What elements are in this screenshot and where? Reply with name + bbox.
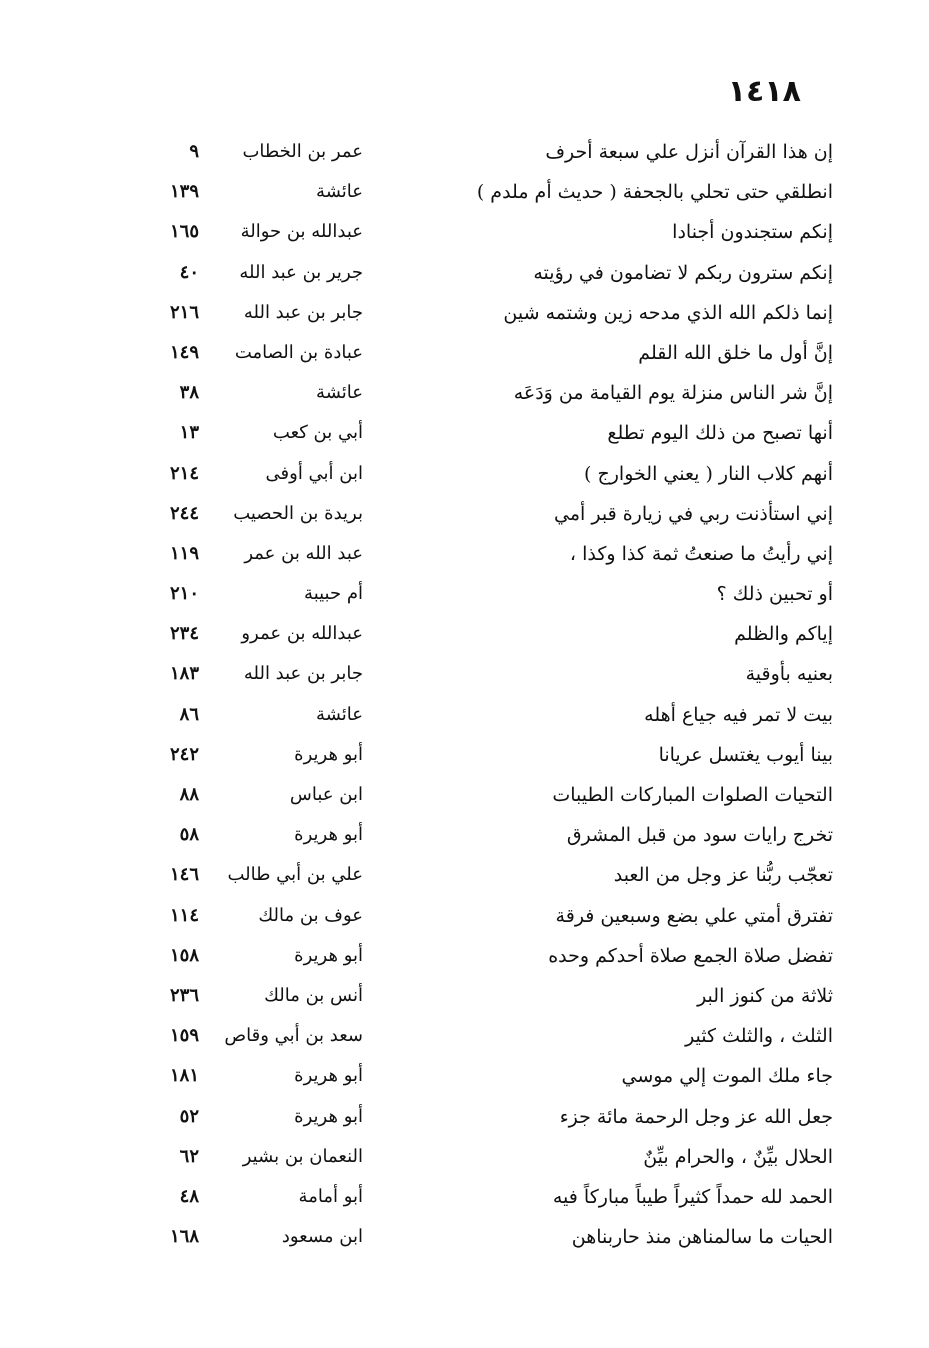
- index-entry: [0, 539, 929, 579]
- page-reference: ٢٣٦: [169, 984, 199, 1006]
- index-entry: [0, 1102, 929, 1142]
- hadith-text: بعنيه بأوقية: [745, 663, 833, 686]
- hadith-text: ثلاثة من كنوز البر: [697, 984, 833, 1007]
- index-entry: [0, 298, 929, 338]
- hadith-text: إياكم والظلم: [734, 623, 833, 646]
- page-reference: ١٤٦: [169, 864, 199, 886]
- hadith-text: بينا أيوب يغتسل عريانا: [658, 743, 833, 766]
- page-reference: ٢١٦: [169, 301, 199, 323]
- hadith-text: إنَّ شر الناس منزلة يوم القيامة من وَدَعَه: [513, 382, 833, 405]
- index-entry: [0, 579, 929, 619]
- hadith-text: الحيات ما سالمناهن منذ حاربناهن: [571, 1226, 833, 1249]
- index-entry: [0, 860, 929, 900]
- page-reference: ١٣٩: [169, 181, 199, 203]
- hadith-text: انطلقي حتى تحلي بالجحفة ( حديث أم ملدم ): [476, 181, 833, 204]
- hadith-text: أنها تصبح من ذلك اليوم تطلع: [607, 422, 833, 445]
- page-reference: ١٨٣: [169, 663, 199, 685]
- index-entry: [0, 981, 929, 1021]
- narrator-name: عائشة: [316, 181, 363, 203]
- index-entry: [0, 740, 929, 780]
- page-reference: ١١٤: [169, 904, 199, 926]
- narrator-name: أبو هريرة: [294, 944, 363, 966]
- narrator-name: أبي بن كعب: [272, 422, 363, 444]
- page-reference: ٢٤٤: [169, 502, 199, 524]
- narrator-name: أبو أمامة: [298, 1185, 363, 1207]
- hadith-text: أنهم كلاب النار ( يعني الخوارج ): [584, 462, 833, 485]
- page-reference: ٩: [189, 141, 199, 162]
- narrator-name: عائشة: [316, 382, 363, 404]
- narrator-name: بريدة بن الحصيب: [233, 502, 363, 524]
- page-reference: ٢١٤: [169, 462, 199, 484]
- hadith-text: أو تحبين ذلك ؟: [716, 583, 833, 606]
- page-reference: ٢٣٤: [169, 623, 199, 645]
- narrator-name: أنس بن مالك: [264, 984, 363, 1006]
- narrator-name: أبو هريرة: [294, 1065, 363, 1087]
- page-reference: ٨٨: [179, 784, 199, 805]
- hadith-text: الثلث ، والثلث كثير: [685, 1025, 833, 1048]
- index-entry: [0, 1182, 929, 1222]
- index-entry: [0, 499, 929, 539]
- page-reference: ٨٦: [179, 703, 199, 725]
- narrator-name: أبو هريرة: [294, 1105, 363, 1127]
- narrator-name: ابن مسعود: [281, 1226, 363, 1248]
- index-entry: [0, 820, 929, 860]
- hadith-text: تعجّب ربُّنا عز وجل من العبد: [613, 864, 833, 887]
- page-reference: ٢٤٢: [169, 743, 199, 765]
- hadith-text: جاء ملك الموت إلي موسي: [621, 1065, 833, 1088]
- hadith-text: تخرج رايات سود من قبل المشرق: [566, 824, 833, 847]
- index-entry: [0, 780, 929, 820]
- index-entry: [0, 258, 929, 298]
- hadith-index-list: [0, 137, 929, 1262]
- page-reference: ١٨١: [169, 1065, 199, 1087]
- index-entry: [0, 137, 929, 177]
- index-entry: [0, 1222, 929, 1262]
- hadith-text: إني رأيتُ ما صنعتُ ثمة كذا وكذا ،: [569, 542, 833, 565]
- narrator-name: أم حبيبة: [304, 583, 363, 605]
- page-reference: ١٤٩: [169, 341, 199, 363]
- hadith-text: جعل الله عز وجل الرحمة مائة جزء: [559, 1105, 833, 1128]
- index-entry: [0, 1061, 929, 1101]
- page-reference: ٦٢: [179, 1145, 199, 1167]
- narrator-name: عائشة: [316, 703, 363, 725]
- narrator-name: جابر بن عبد الله: [243, 663, 363, 685]
- hadith-text: تفترق أمتي علي بضع وسبعين فرقة: [555, 904, 833, 927]
- narrator-name: عبد الله بن عمر: [244, 542, 363, 564]
- narrator-name: سعد بن أبي وقاص: [224, 1025, 363, 1047]
- page-reference: ١١٩: [169, 542, 199, 564]
- narrator-name: عوف بن مالك: [258, 904, 363, 926]
- narrator-name: عبدالله بن حوالة: [240, 221, 363, 243]
- index-entry: [0, 659, 929, 699]
- hadith-text: إنما ذلكم الله الذي مدحه زين وشتمه شين: [503, 301, 833, 324]
- hadith-text: تفضل صلاة الجمع صلاة أحدكم وحده: [548, 944, 833, 967]
- page-reference: ٣٨: [179, 382, 199, 404]
- index-entry: [0, 700, 929, 740]
- index-entry: [0, 941, 929, 981]
- index-entry: [0, 459, 929, 499]
- narrator-name: علي بن أبي طالب: [227, 864, 363, 886]
- page-reference: ١٦٥: [169, 221, 199, 243]
- page-reference: ١٣: [179, 422, 199, 444]
- narrator-name: عمر بن الخطاب: [242, 141, 363, 162]
- hadith-text: التحيات الصلوات المباركات الطيبات: [552, 784, 833, 806]
- hadith-text: إنكم سترون ربكم لا تضامون في رؤيته: [533, 261, 833, 284]
- narrator-name: ابن عباس: [289, 784, 363, 805]
- hadith-text: الحلال بيِّنٌ ، والحرام بيِّنٌ: [643, 1145, 833, 1168]
- hadith-text: إنكم ستجندون أجنادا: [672, 221, 833, 244]
- hadith-text: إنَّ أول ما خلق الله القلم: [638, 341, 833, 364]
- narrator-name: ابن أبي أوفى: [265, 462, 363, 484]
- page-reference: ١٥٨: [169, 944, 199, 966]
- page-reference: ٢١٠: [169, 583, 199, 605]
- index-entry: [0, 217, 929, 257]
- narrator-name: أبو هريرة: [294, 743, 363, 765]
- hadith-text: إني استأذنت ربي في زيارة قبر أمي: [554, 502, 833, 525]
- page-reference: ١٦٨: [169, 1226, 199, 1248]
- page-reference: ٥٢: [179, 1105, 199, 1127]
- narrator-name: جابر بن عبد الله: [243, 301, 363, 323]
- hadith-text: إن هذا القرآن أنزل علي سبعة أحرف: [545, 141, 833, 163]
- narrator-name: عبادة بن الصامت: [234, 341, 363, 363]
- index-entry: [0, 378, 929, 418]
- index-entry: [0, 619, 929, 659]
- narrator-name: جرير بن عبد الله: [239, 261, 363, 283]
- index-entry: [0, 338, 929, 378]
- page-reference: ٥٨: [179, 824, 199, 846]
- index-entry: [0, 418, 929, 458]
- page-number: ١٤١٨: [727, 74, 801, 109]
- page-reference: ٤٠: [179, 261, 199, 283]
- narrator-name: النعمان بن بشير: [242, 1145, 363, 1167]
- page-reference: ١٥٩: [169, 1025, 199, 1047]
- hadith-text: الحمد لله حمداً كثيراً طيباً مباركاً فيه: [552, 1185, 833, 1208]
- index-entry: [0, 1142, 929, 1182]
- narrator-name: عبدالله بن عمرو: [241, 623, 363, 645]
- index-entry: [0, 1021, 929, 1061]
- index-entry: [0, 901, 929, 941]
- page-reference: ٤٨: [179, 1185, 199, 1207]
- index-entry: [0, 177, 929, 217]
- hadith-text: بيت لا تمر فيه جياع أهله: [644, 703, 833, 726]
- narrator-name: أبو هريرة: [294, 824, 363, 846]
